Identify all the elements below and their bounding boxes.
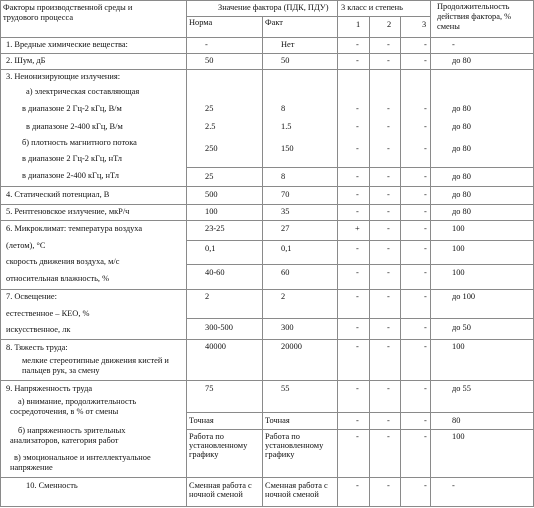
- header-duration: смены: [437, 22, 460, 31]
- row3-duration: до 80: [452, 122, 471, 131]
- row8-label: 8. Тяжесть труда:: [6, 343, 68, 352]
- row3-sub-b2: в диапазоне 2-400 кГц, нТл: [22, 171, 119, 180]
- row4-label: 4. Статический потенциал, В: [6, 190, 110, 199]
- row9-label: 9. Напряженность труда: [6, 384, 93, 393]
- row3-duration: до 80: [452, 144, 471, 153]
- row8-class2: -: [387, 342, 390, 351]
- row6-label: 6. Микроклимат: температура воздуха: [6, 224, 143, 233]
- row-divider: [186, 318, 534, 319]
- header-value-group: Значение фактора (ПДК, ПДУ): [218, 3, 329, 12]
- row6-duration: 100: [452, 224, 465, 233]
- row-divider: [0, 204, 534, 205]
- row8-duration: 100: [452, 342, 465, 351]
- row10-norm: ночной сменой: [189, 490, 243, 499]
- row7-class2: -: [387, 292, 390, 301]
- header-class-group: 3 класс и степень: [341, 3, 403, 12]
- table-border-left: [0, 0, 1, 507]
- col-divider: [369, 16, 370, 507]
- row5-fact: 35: [281, 207, 290, 216]
- row7-fact: 300: [281, 323, 294, 332]
- row1-class3: -: [424, 40, 427, 49]
- row5-class3: -: [424, 207, 427, 216]
- row6-norm: 40-60: [205, 268, 225, 277]
- row3-class1: -: [356, 104, 359, 113]
- row-divider: [0, 186, 534, 187]
- row7-class2: -: [387, 323, 390, 332]
- row-divider: [186, 412, 534, 413]
- row5-duration: до 80: [452, 207, 471, 216]
- row6-norm: 23-25: [205, 224, 225, 233]
- col-divider: [337, 0, 338, 507]
- row9-duration: 80: [452, 416, 461, 425]
- row7-line: естественное – КЕО, %: [6, 309, 90, 318]
- row10-fact: ночной сменой: [265, 490, 319, 499]
- row-divider: [186, 240, 534, 241]
- header-duration: Продолжительность: [437, 2, 510, 11]
- header-norm: Норма: [189, 18, 213, 27]
- row3-norm: 250: [205, 144, 218, 153]
- row3-sub-b1: в диапазоне 2 Гц-2 кГц, нТл: [22, 154, 122, 163]
- row9-norm: графику: [189, 450, 219, 459]
- row3-class2: -: [387, 104, 390, 113]
- row6-class2: -: [387, 268, 390, 277]
- row1-class1: -: [356, 40, 359, 49]
- row3-class2: -: [387, 144, 390, 153]
- col-divider: [430, 0, 431, 507]
- row9-line: б) напряженность зрительных: [18, 426, 126, 435]
- row8-class3: -: [424, 342, 427, 351]
- row9-norm: установленному: [189, 441, 248, 450]
- row-divider: [186, 429, 534, 430]
- row1-norm: -: [205, 40, 208, 49]
- row3-norm: 2.5: [205, 122, 216, 131]
- row6-fact: 27: [281, 224, 290, 233]
- col-divider: [262, 16, 263, 507]
- row-divider: [0, 69, 534, 70]
- row4-class3: -: [424, 190, 427, 199]
- row3-class3: -: [424, 172, 427, 181]
- row2-class2: -: [387, 56, 390, 65]
- row-divider: [0, 380, 534, 381]
- row3-sub-b: б) плотность магнитного потока: [22, 138, 137, 147]
- row10-fact: Сменная работа с: [265, 481, 328, 490]
- row7-class1: -: [356, 292, 359, 301]
- row10-class3: -: [424, 481, 427, 490]
- row5-class1: -: [356, 207, 359, 216]
- row-divider: [186, 264, 534, 265]
- row5-class2: -: [387, 207, 390, 216]
- row8-norm: 40000: [205, 342, 226, 351]
- row7-duration: до 100: [452, 292, 476, 301]
- row9-line: напряжение: [10, 463, 53, 472]
- row9-norm: Точная: [189, 416, 214, 425]
- row9-fact: Работа по: [265, 432, 300, 441]
- row9-line: в) эмоциональное и интеллектуальное: [14, 453, 151, 462]
- row3-duration: до 80: [452, 172, 471, 181]
- row2-duration: до 80: [452, 56, 471, 65]
- row4-duration: до 80: [452, 190, 471, 199]
- row9-class1: -: [356, 416, 359, 425]
- row9-fact: графику: [265, 450, 295, 459]
- row3-sub-a1: в диапазоне 2 Гц-2 кГц, В/м: [22, 104, 122, 113]
- row2-norm: 50: [205, 56, 214, 65]
- row3-fact: 150: [281, 144, 294, 153]
- row6-norm: 0,1: [205, 244, 216, 253]
- header-fact: Факт: [265, 18, 283, 27]
- row2-class1: -: [356, 56, 359, 65]
- row3-fact: 8: [281, 172, 286, 181]
- row2-fact: 50: [281, 56, 290, 65]
- row2-class3: -: [424, 56, 427, 65]
- row3-class3: -: [424, 122, 427, 131]
- row6-fact: 60: [281, 268, 290, 277]
- row3-norm: 25: [205, 172, 214, 181]
- header-bottom: [0, 37, 534, 38]
- row-divider: [0, 477, 534, 478]
- row7-class1: -: [356, 323, 359, 332]
- row9-class1: -: [356, 432, 359, 441]
- row6-fact: 0,1: [281, 244, 292, 253]
- row2-label: 2. Шум, дБ: [6, 56, 46, 65]
- row10-class2: -: [387, 481, 390, 490]
- row-divider: [186, 167, 534, 168]
- row1-fact: Нет: [281, 40, 295, 49]
- row6-line: (летом), °С: [6, 241, 46, 250]
- row9-fact: установленному: [265, 441, 324, 450]
- row9-duration: до 55: [452, 384, 471, 393]
- row8-line: пальцев рук, за смену: [22, 366, 100, 375]
- row9-line: анализаторов, категория работ: [10, 436, 119, 445]
- row6-class1: -: [356, 244, 359, 253]
- row3-sub-a2: в диапазоне 2-400 кГц, В/м: [26, 122, 123, 131]
- row3-class1: -: [356, 144, 359, 153]
- row9-norm: Работа по: [189, 432, 224, 441]
- row3-class2: -: [387, 122, 390, 131]
- row6-class1: -: [356, 268, 359, 277]
- row3-class3: -: [424, 104, 427, 113]
- row9-class3: -: [424, 416, 427, 425]
- col-divider: [186, 0, 187, 507]
- row-divider: [0, 53, 534, 54]
- row3-class2: -: [387, 172, 390, 181]
- row3-class1: -: [356, 172, 359, 181]
- row6-class2: -: [387, 224, 390, 233]
- row10-class1: -: [356, 481, 359, 490]
- row7-class3: -: [424, 292, 427, 301]
- header-factors: Факторы производственной среды и: [3, 3, 133, 12]
- row3-fact: 8: [281, 104, 286, 113]
- row6-class2: -: [387, 244, 390, 253]
- row4-class1: -: [356, 190, 359, 199]
- table-border-top: [0, 0, 534, 1]
- table-border-bottom: [0, 506, 534, 507]
- row7-class3: -: [424, 323, 427, 332]
- row6-class3: -: [424, 244, 427, 253]
- row3-sub-a: а) электрическая составляющая: [26, 87, 140, 96]
- row3-class3: -: [424, 144, 427, 153]
- row8-class1: -: [356, 342, 359, 351]
- row-divider: [0, 220, 534, 221]
- row6-class1: +: [355, 224, 360, 233]
- row3-label: 3. Неионизирующие излучения:: [6, 72, 121, 81]
- row7-label: 7. Освещение:: [6, 292, 57, 301]
- row3-class1: -: [356, 122, 359, 131]
- header-factors: трудового процесса: [3, 13, 74, 22]
- row9-line: а) внимание, продолжительность: [18, 397, 137, 406]
- row9-duration: 100: [452, 432, 465, 441]
- row8-fact: 20000: [281, 342, 302, 351]
- row1-class2: -: [387, 40, 390, 49]
- row9-class3: -: [424, 432, 427, 441]
- col-divider: [400, 16, 401, 507]
- row7-duration: до 50: [452, 323, 471, 332]
- row4-norm: 500: [205, 190, 218, 199]
- row7-fact: 2: [281, 292, 286, 301]
- row3-norm: 25: [205, 104, 214, 113]
- row-divider: [0, 289, 534, 290]
- row7-norm: 300-500: [205, 323, 233, 332]
- row10-label: 10. Сменность: [26, 481, 78, 490]
- row-divider: [0, 339, 534, 340]
- row10-norm: Сменная работа с: [189, 481, 252, 490]
- header-class-3: 3: [422, 20, 427, 29]
- row6-class3: -: [424, 224, 427, 233]
- header-class-2: 2: [387, 20, 392, 29]
- row9-class2: -: [387, 432, 390, 441]
- row5-label: 5. Рентгеновское излучение, мкР/ч: [6, 207, 130, 216]
- row3-fact: 1.5: [281, 122, 292, 131]
- row9-class1: -: [356, 384, 359, 393]
- row9-fact: Точная: [265, 416, 290, 425]
- row1-label: 1. Вредные химические вещества:: [6, 40, 128, 49]
- row7-norm: 2: [205, 292, 210, 301]
- row6-duration: 100: [452, 268, 465, 277]
- row6-duration: 100: [452, 244, 465, 253]
- row9-class2: -: [387, 416, 390, 425]
- row6-class3: -: [424, 268, 427, 277]
- row7-line: искусственное, лк: [6, 325, 71, 334]
- header-subdivider: [186, 16, 430, 17]
- row8-line: мелкие стереотипные движения кистей и: [22, 356, 169, 365]
- row9-fact: 55: [281, 384, 290, 393]
- row9-line: сосредоточения, в % от смены: [10, 407, 119, 416]
- row10-duration: -: [452, 481, 455, 490]
- row6-line: скорость движения воздуха, м/с: [6, 257, 120, 266]
- header-class-1: 1: [356, 20, 361, 29]
- row4-fact: 70: [281, 190, 290, 199]
- row6-line: относительная влажность, %: [6, 274, 110, 283]
- row3-duration: до 80: [452, 104, 471, 113]
- row9-class2: -: [387, 384, 390, 393]
- row1-duration: -: [452, 40, 455, 49]
- row4-class2: -: [387, 190, 390, 199]
- row9-norm: 75: [205, 384, 214, 393]
- row5-norm: 100: [205, 207, 218, 216]
- row9-class3: -: [424, 384, 427, 393]
- header-duration: действия фактора, %: [437, 12, 512, 21]
